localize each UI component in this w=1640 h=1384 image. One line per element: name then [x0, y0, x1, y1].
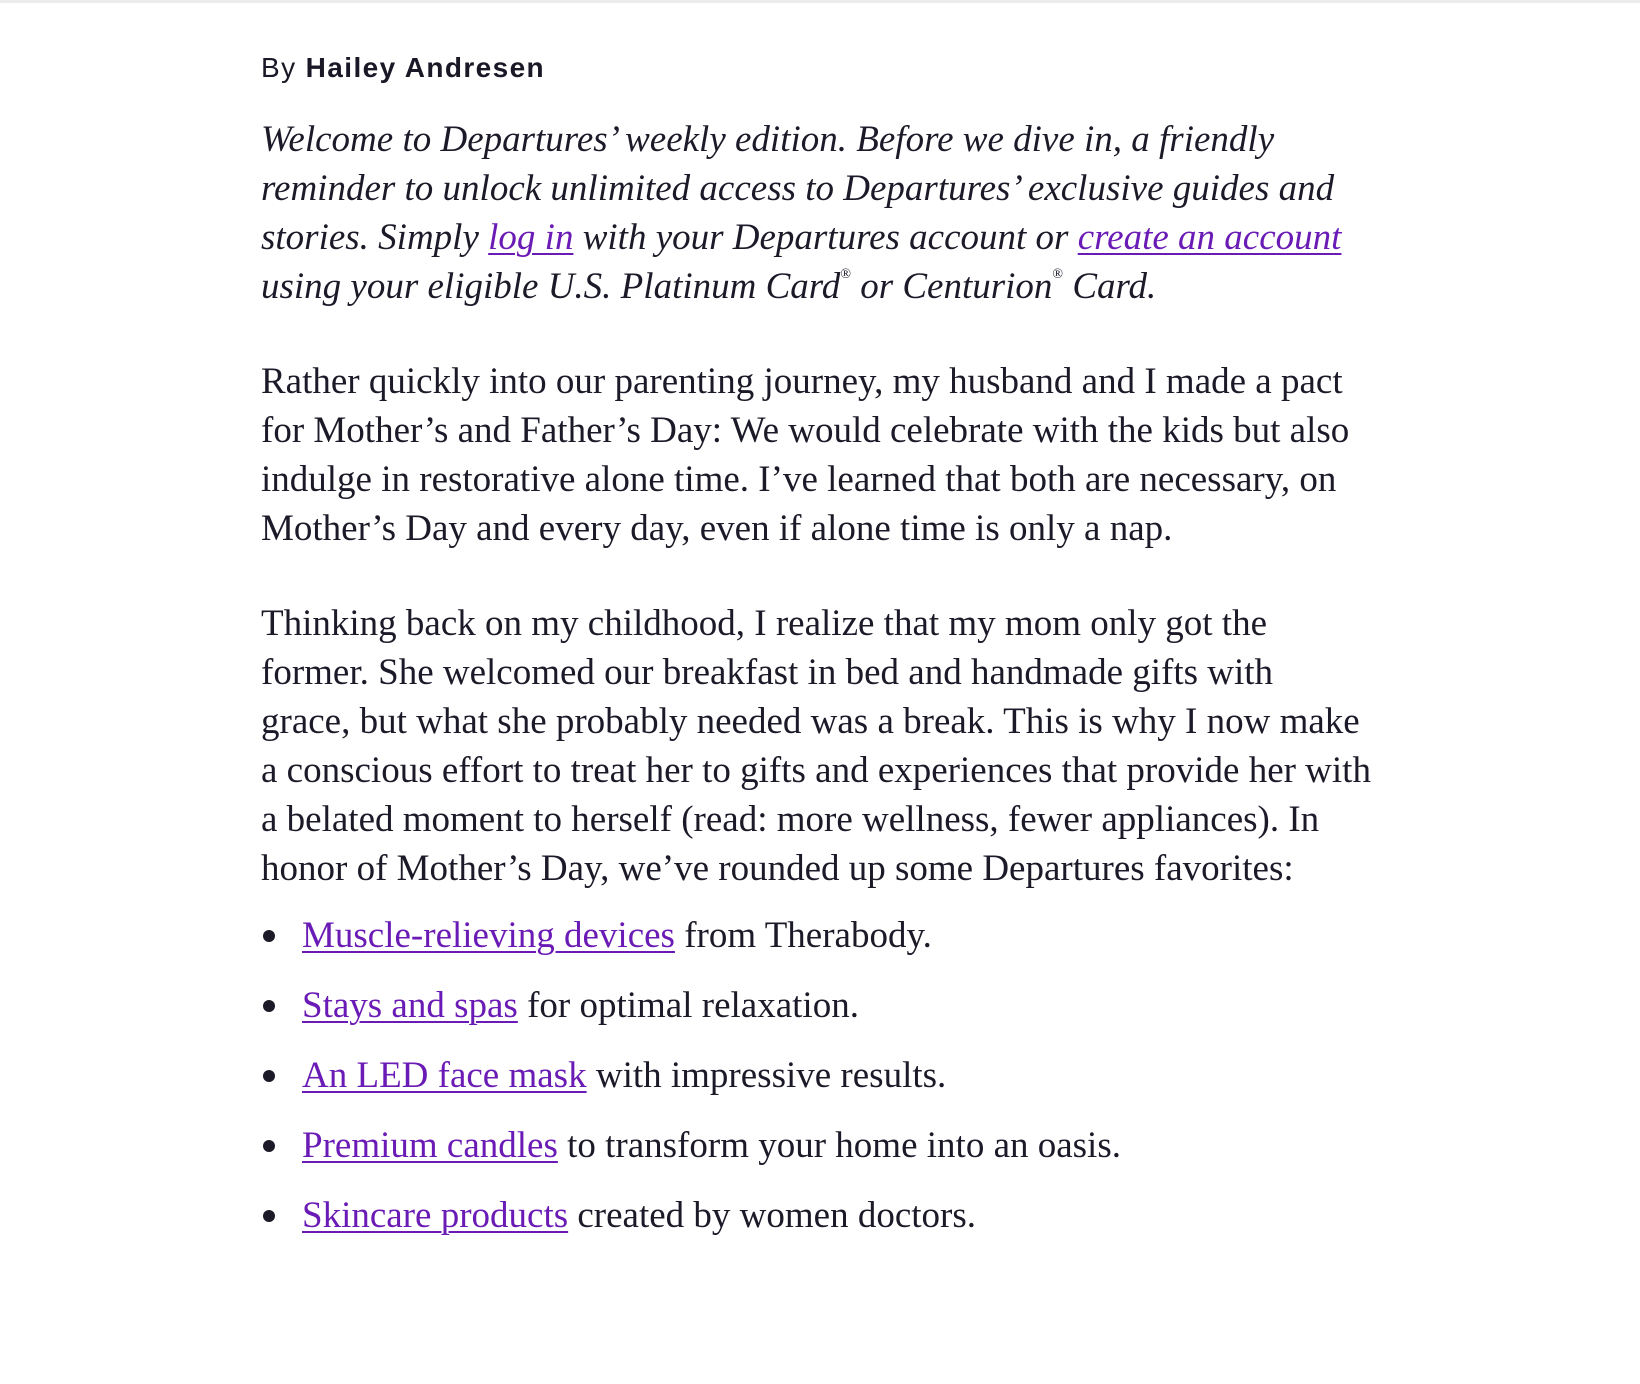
favorite-text: with impressive results.	[586, 1055, 947, 1096]
list-item	[261, 1051, 1371, 1100]
registered-mark: ®	[840, 267, 851, 282]
body-paragraph: Rather quickly into our parenting journey, my husband and I made a pact for Mother’s and Father’s Day: We would celebrate with the kids but also indulge in restorative alone time. I’ve learned that both are necessary, on Mother’s Day and every day, even if alone time is only a nap.	[261, 361, 1350, 549]
login-link[interactable]: log in	[488, 217, 574, 258]
favorite-text: created by women doctors.	[568, 1195, 977, 1236]
byline-author: Hailey Andresen	[305, 52, 546, 83]
byline-prefix: By	[261, 52, 297, 83]
bullet-icon	[263, 1070, 275, 1082]
favorite-link-led-mask[interactable]: An LED face mask	[302, 1055, 587, 1096]
favorite-text: from Therabody.	[674, 915, 932, 956]
favorite-text: for optimal relaxation.	[517, 985, 859, 1026]
favorites-list	[261, 911, 1371, 1240]
body-paragraph: Thinking back on my childhood, I realize that my mom only got the former. She welcomed our breakfast in bed and handmade gifts with grace, but what she probably needed was a break. This is why I now make a conscious effort to treat her to gifts and experiences that provide her with a belated moment to herself (read: more wellness, fewer appliances). In honor of Mother’s Day, we’ve rounded up some Departures favorites:	[261, 603, 1371, 889]
intro-text: Welcome to Departures’ weekly edition. Before we dive in, a friendly reminder to unlock unlimited access to Departures’ exclusive guides and stories. Simply	[261, 119, 1335, 258]
create-account-link[interactable]: create an account	[1077, 217, 1342, 258]
bullet-icon	[263, 1000, 275, 1012]
favorite-link-candles[interactable]: Premium candles	[302, 1125, 558, 1166]
list-item	[261, 1191, 1371, 1240]
intro-text: using your eligible U.S. Platinum Card	[261, 266, 841, 307]
bullet-icon	[263, 1210, 275, 1222]
intro-paragraph	[261, 115, 1371, 311]
bullet-icon	[263, 1140, 275, 1152]
intro-text: with your Departures account or	[573, 217, 1078, 258]
bullet-icon	[263, 930, 275, 942]
favorite-link-therabody[interactable]: Muscle-relieving devices	[302, 915, 675, 956]
article-body	[261, 38, 1371, 1261]
registered-mark: ®	[1052, 267, 1064, 282]
intro-text: Card.	[1063, 266, 1157, 307]
favorite-link-skincare[interactable]: Skincare products	[302, 1195, 569, 1236]
list-item	[261, 981, 1371, 1030]
list-item	[261, 1121, 1371, 1170]
intro-text: or Centurion	[850, 266, 1053, 307]
top-divider	[0, 0, 1640, 3]
favorite-text: to transform your home into an oasis.	[557, 1125, 1121, 1166]
list-item	[261, 911, 1371, 960]
favorite-link-stays-spas[interactable]: Stays and spas	[302, 985, 518, 1026]
byline	[261, 48, 1371, 88]
